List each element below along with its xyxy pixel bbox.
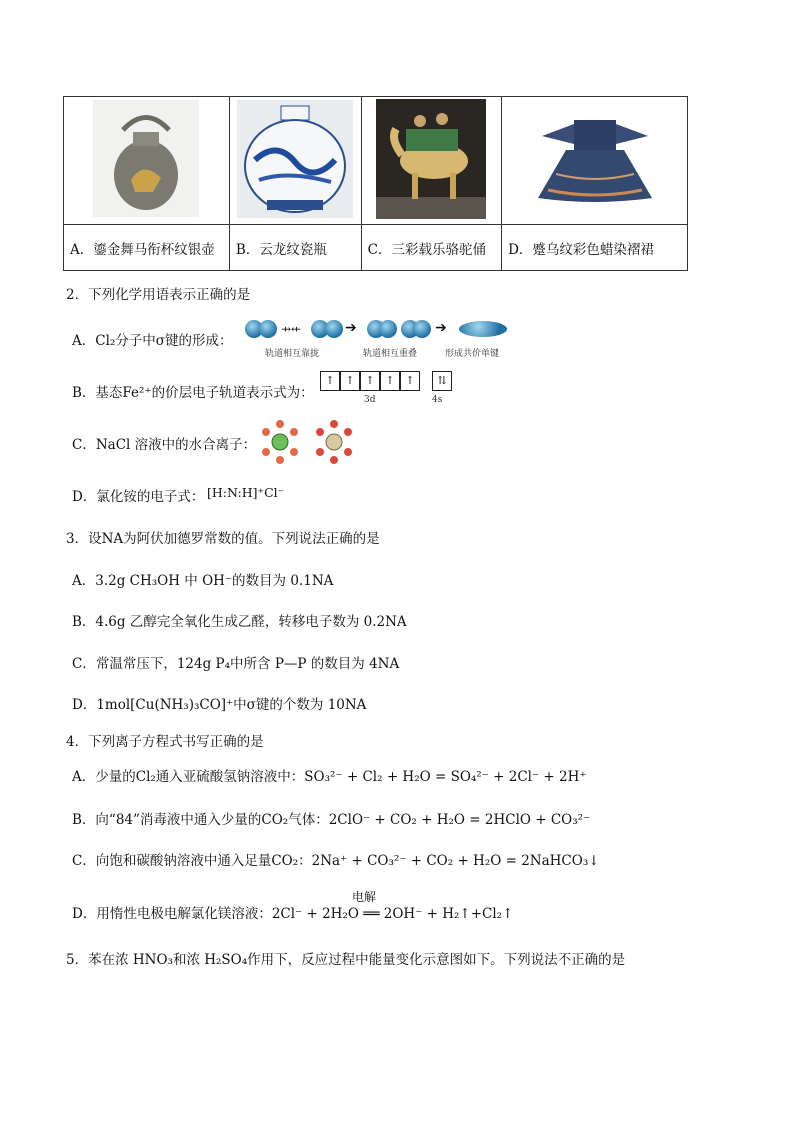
question-3-stem: 3．设NA为阿伏加德罗常数的值。下列说法正确的是 xyxy=(66,531,380,547)
artifact-image-cell xyxy=(229,97,361,225)
hydrated-ions-diagram xyxy=(256,420,356,464)
electron-formula: [H:N:H]⁺Cl⁻ xyxy=(207,485,285,500)
q3-option-b: B．4.6g 乙醇完全氧化生成乙醛，转移电子数为 0.2NA xyxy=(72,614,407,630)
orbital-label: 4s xyxy=(432,395,443,405)
camel-figurine-image xyxy=(376,99,486,219)
diagram-label: 轨道相互重叠 xyxy=(363,349,418,359)
artifact-image-cell xyxy=(361,97,501,225)
q2-option-b: B．基态Fe²⁺的价层电子轨道表示式为： xyxy=(72,385,314,401)
question-4-stem: 4．下列离子方程式书写正确的是 xyxy=(66,734,264,750)
arrow-icon: ➔ xyxy=(435,320,447,336)
artifact-caption: B．云龙纹瓷瓶 xyxy=(229,225,361,271)
q4-option-c: C．向饱和碳酸钠溶液中通入足量CO₂：2Na⁺ + CO₃²⁻ + CO₂ + H₂O = 2NaHCO₃↓ xyxy=(72,853,600,869)
silver-pot-image xyxy=(93,100,199,217)
q2-option-c: C．NaCl 溶液中的水合离子： xyxy=(72,437,257,453)
artifact-image-cell xyxy=(502,97,688,225)
porcelain-vase-image xyxy=(237,100,353,218)
orbital-diagram: ↑ ↑ ↑ ↑ ↑ ⇅ 3d 4s xyxy=(320,371,460,409)
q3-option-a: A．3.2g CH₃OH 中 OH⁻的数目为 0.1NA xyxy=(72,573,334,589)
artifact-caption: C．三彩载乐骆驼俑 xyxy=(361,225,501,271)
sigma-bond-diagram xyxy=(245,318,515,364)
artifact-table xyxy=(63,96,688,271)
artifact-image-cell xyxy=(64,97,230,225)
artifact-caption: A．鎏金舞马衔杯纹银壶 xyxy=(64,225,230,271)
arrow-icon: ⇸⇷ xyxy=(281,322,302,336)
q2-option-d: D．氯化铵的电子式： xyxy=(72,489,205,505)
artifact-caption: D．蹙乌纹彩色蜡染褶裙 xyxy=(502,225,688,271)
q4-option-b: B．向“84”消毒液中通入少量的CO₂气体：2ClO⁻ + CO₂ + H₂O = 2HClO + CO₃²⁻ xyxy=(72,812,591,828)
diagram-label: 轨道相互靠拢 xyxy=(265,349,320,359)
arrow-icon: ➔ xyxy=(345,320,357,336)
electrolysis-condition: 电解 xyxy=(352,890,377,904)
q3-option-c: C．常温常压下，124g P₄中所含 P—P 的数目为 4NA xyxy=(72,656,400,672)
question-5-stem: 5．苯在浓 HNO₃和浓 H₂SO₄作用下，反应过程中能量变化示意图如下。下列说法不正确的是 xyxy=(66,952,626,968)
q4-option-a: A．少量的Cl₂通入亚硫酸氢钠溶液中：SO₃²⁻ + Cl₂ + H₂O = SO₄²⁻ + 2Cl⁻ + 2H⁺ xyxy=(72,769,587,785)
question-2-stem: 2．下列化学用语表示正确的是 xyxy=(66,287,251,303)
q3-option-d: D．1mol[Cu(NH₃)₃CO]⁺中σ键的个数为 10NA xyxy=(72,697,367,713)
orbital-label: 3d xyxy=(364,395,376,405)
q4-option-d: D．用惰性电极电解氯化镁溶液：2Cl⁻ + 2H₂O ══ 2OH⁻ + H₂↑+Cl₂↑ xyxy=(72,906,514,922)
batik-skirt-image xyxy=(534,114,656,204)
diagram-label: 形成共价单键 xyxy=(445,349,500,359)
q2-option-a: A．Cl₂分子中σ键的形成： xyxy=(72,333,233,349)
